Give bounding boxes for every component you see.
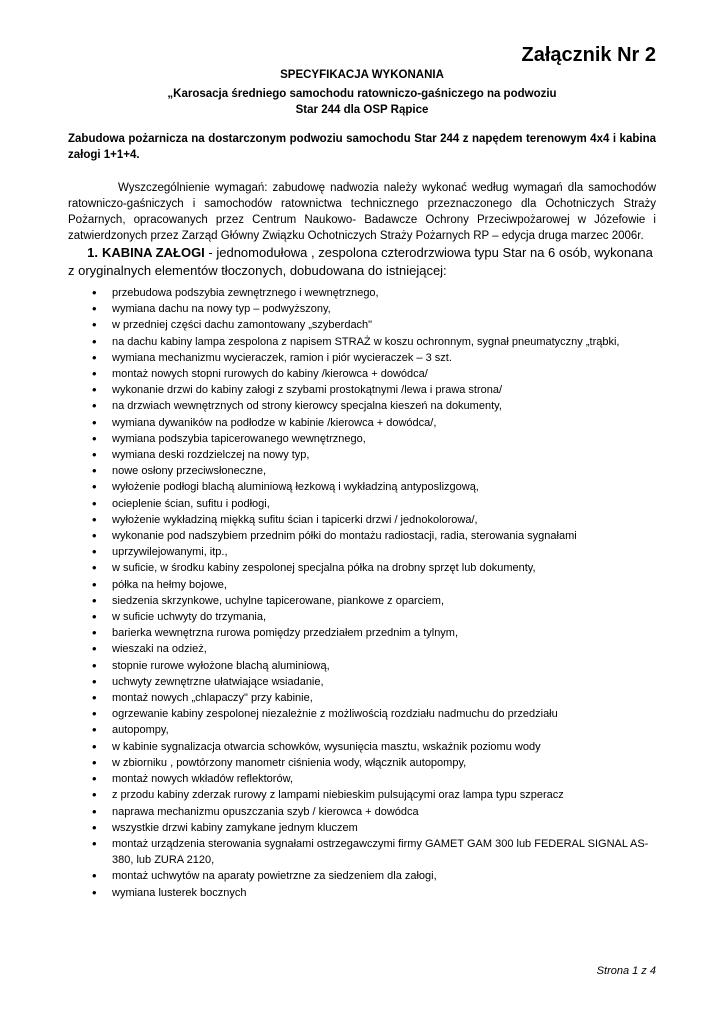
list-item: • w przedniej części dachu zamontowany „szyberdach"	[92, 317, 652, 333]
requirements-paragraph	[68, 180, 656, 244]
list-item: • wymiana lusterek bocznych	[92, 885, 652, 901]
list-item: • siedzenia skrzynkowe, uchylne tapicerowane, piankowe z oparciem,	[92, 593, 652, 609]
list-item: • w suficie, w środku kabiny zespolonej specjalna półka na drobny sprzęt lub dokumenty,	[92, 560, 652, 576]
list-item: • barierka wewnętrzna rurowa pomiędzy przedziałem przednim a tylnym,	[92, 625, 652, 641]
spec-subtitle	[0, 86, 724, 118]
list-item: • wszystkie drzwi kabiny zamykane jednym kluczem	[92, 820, 652, 836]
list-item: • naprawa mechanizmu opuszczania szyb / kierowca + dowódca	[92, 804, 652, 820]
list-item: • montaż urządzenia sterowania sygnałami ostrzegawczymi firmy GAMET GAM 300 lub FEDERAL SIGNAL AS-380, lub ZURA 2120,	[92, 836, 652, 868]
requirements-text: Wyszczególnienie wymagań: zabudowę nadwozia należy wykonać według wymagań dla samochodów ratowniczo-gaśniczych i samochodów ratownictwa technicznego przeznaczonego dla Ochotniczych Straży Pożarnych, opracowanych przez Centrum Naukowo- Badawcze Ochrony Przeciwpożarowej w Józefowie i zatwierdzonych przez Zarząd Główny Związku Ochotniczych Straży Pożarnych RP – edycja druga marzec 2006r.	[68, 182, 656, 242]
list-item: • montaż nowych stopni rurowych do kabiny /kierowca + dowódca/	[92, 366, 652, 382]
section-heading: KABINA ZAŁOGI	[102, 245, 205, 260]
spec-subtitle-line: „Karosacja średniego samochodu ratowniczo-gaśniczego na podwoziu	[167, 88, 557, 100]
list-item: • wymiana mechanizmu wycieraczek, ramion i piór wycieraczek – 3 szt.	[92, 350, 652, 366]
list-item: • montaż nowych wkładów reflektorów,	[92, 771, 652, 787]
spec-title: SPECYFIKACJA WYKONANIA	[280, 69, 444, 81]
page-number: Strona 1 z 4	[596, 965, 656, 977]
list-item: • montaż nowych „chlapaczy" przy kabinie,	[92, 690, 652, 706]
list-item: • wymiana deski rozdzielczej na nowy typ,	[92, 447, 652, 463]
list-item: • ocieplenie ścian, sufitu i podłogi,	[92, 496, 652, 512]
list-item: • na dachu kabiny lampa zespolona z napisem STRAŻ w koszu ochronnym, sygnał pneumatyczny „trąbki,	[92, 334, 652, 350]
list-item: • wymiana dywaników na podłodze w kabinie /kierowca + dowódca/,	[92, 415, 652, 431]
list-item: • montaż uchwytów na aparaty powietrzne za siedzeniem dla załogi,	[92, 868, 652, 884]
list-item: • wieszaki na odzież,	[92, 641, 652, 657]
spec-subtitle-line: Star 244 dla OSP Rąpice	[295, 104, 429, 116]
list-item: • ogrzewanie kabiny zespolonej niezależnie z możliwością rozdziału nadmuchu do przedziału	[92, 706, 652, 722]
section-cabin	[68, 244, 656, 280]
list-item: • uprzywilejowanymi, itp.,	[92, 544, 652, 560]
section-text: - jednomodułowa , zespolona czterodrzwiowa typu Star na 6 osób, wykonana z oryginalnych elementów tłoczonych, dobudowana do istniejącej:	[68, 245, 653, 278]
list-item: • wymiana dachu na nowy typ – podwyższony,	[92, 301, 652, 317]
intro-bold-paragraph: Zabudowa pożarnicza na dostarczonym podwoziu samochodu Star 244 z napędem terenowym 4x4 i kabina załogi 1+1+4.	[68, 133, 656, 161]
list-item: • wykonanie drzwi do kabiny załogi z szybami prostokątnymi /lewa i prawa strona/	[92, 382, 652, 398]
list-item: • na drzwiach wewnętrznych od strony kierowcy specjalna kieszeń na dokumenty,	[92, 398, 652, 414]
list-item: • stopnie rurowe wyłożone blachą aluminiową,	[92, 658, 652, 674]
list-item: • w zbiorniku , powtórzony manometr ciśnienia wody, włącznik autopompy,	[92, 755, 652, 771]
requirements-list	[92, 285, 652, 901]
annex-number: Załącznik Nr 2	[521, 44, 656, 66]
list-item: • nowe osłony przeciwsłoneczne,	[92, 463, 652, 479]
list-item: • autopompy,	[92, 722, 652, 738]
list-item: • w kabinie sygnalizacja otwarcia schowków, wysunięcia masztu, wskaźnik poziomu wody	[92, 739, 652, 755]
list-item: • wymiana podszybia tapicerowanego wewnętrznego,	[92, 431, 652, 447]
list-item: • wykonanie pod nadszybiem przednim półki do montażu radiostacji, radia, sterowania sygnałami	[92, 528, 652, 544]
list-item: • uchwyty zewnętrzne ułatwiające wsiadanie,	[92, 674, 652, 690]
list-item: • półka na hełmy bojowe,	[92, 577, 652, 593]
list-item: • wyłożenie wykładziną miękką sufitu ścian i tapicerki drzwi / jednokolorowa/,	[92, 512, 652, 528]
list-item: • z przodu kabiny zderzak rurowy z lampami niebieskim pulsującymi oraz lampa typu szperacz	[92, 787, 652, 803]
list-item: • w suficie uchwyty do trzymania,	[92, 609, 652, 625]
list-item: • wyłożenie podłogi blachą aluminiową łezkową i wykładziną antyposlizgową,	[92, 479, 652, 495]
section-number: 1.	[87, 245, 98, 260]
list-item: • przebudowa podszybia zewnętrznego i wewnętrznego,	[92, 285, 652, 301]
